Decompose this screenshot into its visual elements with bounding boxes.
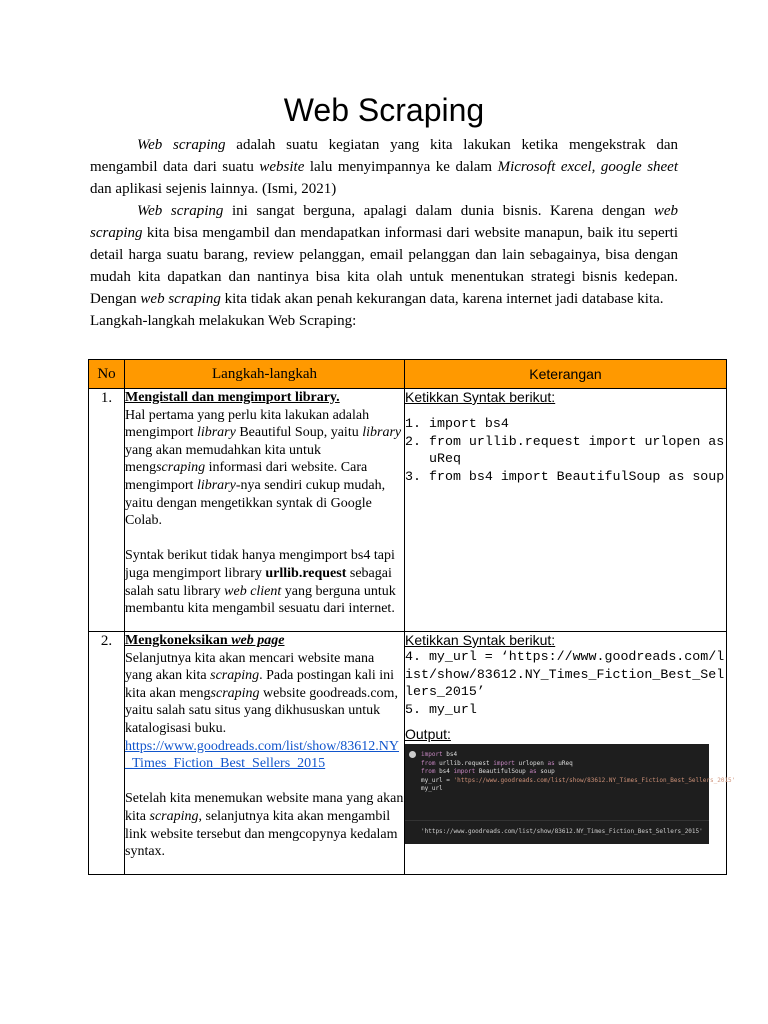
term-web-scraping: Web scraping bbox=[137, 137, 226, 153]
code-token: from bbox=[421, 759, 436, 767]
body-text bbox=[90, 134, 678, 332]
paragraph-steps-intro: Langkah-langkah melakukan Web Scraping: bbox=[90, 313, 357, 329]
table-row bbox=[89, 632, 727, 875]
code-line: 5. my_url bbox=[405, 701, 477, 717]
term-web-scraping: web scraping bbox=[90, 203, 679, 241]
text-span: Setelah kita menemukan website mana yang akan kita bbox=[125, 791, 404, 824]
text-span: -nya sendiri cukup mudah, yaitu dengan mengetikkan syntak di Google Colab. bbox=[125, 477, 386, 529]
row-number: 1. bbox=[89, 389, 125, 632]
code-token: soup bbox=[536, 768, 555, 776]
text-span: web client bbox=[224, 583, 282, 599]
text-span: Hal pertama yang perlu kita lakukan adalah mengimport bbox=[125, 407, 370, 441]
text-span: informasi dari website. Cara mengimport bbox=[125, 460, 368, 493]
text-span: yang berguna untuk membantu kita mengambil sesuatu dari internet. bbox=[125, 583, 396, 617]
text-span: scraping bbox=[149, 808, 199, 824]
code-token: bs4 bbox=[442, 751, 458, 759]
code-token: bs4 bbox=[435, 768, 454, 776]
text-span: scraping bbox=[156, 460, 206, 476]
text-span: library bbox=[362, 425, 402, 441]
code-line: 1. import bs4 bbox=[429, 415, 726, 433]
screenshot-code bbox=[421, 751, 735, 794]
text-span: Selanjutnya kita akan mencari website mana yang akan kita bbox=[125, 650, 375, 684]
text-span: , selanjutnya kita akan mengambil link website tersebut dan mengcopynya kedalam syntax. bbox=[125, 808, 398, 860]
text-span: kita tidak akan penah kekurangan data, karena internet jadi database kita. bbox=[220, 291, 664, 307]
text-span: . Pada postingan kali ini kita akan meng bbox=[125, 668, 395, 701]
code-token: my_url bbox=[421, 785, 443, 793]
code-token: urllib.request bbox=[435, 759, 494, 767]
code-token: import bbox=[453, 768, 476, 776]
code-token: as bbox=[547, 759, 555, 767]
output-label: Output: bbox=[405, 726, 451, 743]
step-heading: Mengistall dan mengimport library. bbox=[125, 390, 340, 405]
code-token: import bbox=[421, 751, 443, 759]
spacer bbox=[125, 530, 404, 548]
code-token: uReq bbox=[554, 759, 573, 767]
text-span: adalah suatu kegiatan yang kita lakukan ketika mengekstrak dan mengambil data dari suatu bbox=[90, 137, 678, 175]
text-span: library bbox=[196, 477, 236, 493]
text-span: kita bisa mengambil dan mendapatkan informasi dari website manapun, baik itu seperti detail harga suatu barang, review pelanggan, email pelanggan dan lain sebagainya, bisa dengan mudah kita dapatkan dan nantinya bisa kita olah untuk menentukan strategi bisnis kedepan. Dengan bbox=[90, 225, 678, 307]
step-description bbox=[125, 389, 405, 632]
step-syntax bbox=[405, 632, 736, 875]
code-token: 'https://www.goodreads.com/list/show/83612.NY_Times_Fiction_Best_Sellers_2015' bbox=[453, 776, 736, 784]
screenshot-output: 'https://www.goodreads.com/list/show/83612.NY_Times_Fiction_Best_Sellers_2015' bbox=[421, 828, 703, 836]
page-title: Web Scraping bbox=[283, 92, 485, 128]
code-token: BeautifulSoup bbox=[475, 768, 530, 776]
goodreads-link-wrap bbox=[125, 738, 404, 773]
step-text bbox=[125, 650, 404, 738]
text-span: scraping bbox=[210, 685, 260, 701]
paragraph-benefits bbox=[90, 200, 678, 310]
code-list bbox=[405, 415, 726, 485]
table-row bbox=[89, 389, 727, 632]
text-span: yang akan memudahkan kita untuk meng bbox=[125, 442, 321, 476]
step-text bbox=[125, 407, 404, 530]
header-description: Keterangan bbox=[405, 360, 727, 389]
code-token: from bbox=[421, 768, 436, 776]
header-steps: Langkah-langkah bbox=[125, 360, 405, 389]
step-heading bbox=[125, 632, 404, 650]
code-token: as bbox=[529, 768, 537, 776]
syntax-label: Ketikkan Syntak berikut: bbox=[405, 389, 556, 405]
spacer bbox=[125, 773, 404, 791]
code-line: 3. from bs4 import BeautifulSoup as soup bbox=[429, 468, 726, 486]
header-no: No bbox=[89, 360, 125, 389]
text-span: Syntak berikut tidak hanya mengimport bs4 tapi juga mengimport library bbox=[125, 548, 395, 581]
code-token: import bbox=[493, 759, 515, 767]
step-description bbox=[125, 632, 405, 875]
run-cell-icon bbox=[409, 751, 416, 758]
text-span: dan aplikasi sejenis lainnya. (Ismi, 2021) bbox=[90, 181, 337, 197]
text-span: urllib.request bbox=[265, 565, 347, 581]
text-span: Beautiful Soup, yaitu bbox=[235, 425, 363, 441]
term-web-scraping: web scraping bbox=[140, 291, 221, 307]
term-web-scraping: Web scraping bbox=[137, 203, 224, 219]
term-excel-sheet: Microsoft excel, google sheet bbox=[497, 159, 679, 175]
step-note bbox=[125, 547, 404, 617]
text-span: sebagai salah satu library bbox=[125, 565, 392, 599]
step-syntax bbox=[405, 389, 727, 632]
term-website: website bbox=[259, 159, 305, 175]
code-line: 4. my_url = ‘https://www.goodreads.com/list/show/83612.NY_Times_Fiction_Best_Sellers_2015’ bbox=[405, 649, 725, 700]
code-line: 2. from urllib.request import urlopen as uReq bbox=[429, 433, 726, 468]
text-span: ini sangat berguna, apalagi dalam dunia bisnis. Karena dengan bbox=[223, 203, 654, 219]
step-note bbox=[125, 790, 404, 860]
code-token: urlopen bbox=[514, 759, 548, 767]
text-span: lalu menyimpannya ke dalam bbox=[304, 159, 498, 175]
text-span: Mengkoneksikan bbox=[125, 633, 232, 648]
output-divider bbox=[405, 820, 709, 821]
table-header-row bbox=[89, 360, 727, 389]
syntax-label: Ketikkan Syntak berikut: bbox=[405, 632, 556, 648]
colab-output-screenshot bbox=[405, 744, 736, 844]
paragraph-intro bbox=[90, 134, 678, 200]
text-span: website goodreads.com, yaitu salah satu situs yang dikhususkan untuk katalogisasi buku. bbox=[125, 685, 398, 736]
row-number: 2. bbox=[89, 632, 125, 875]
text-span: library bbox=[196, 425, 236, 441]
steps-table bbox=[88, 359, 736, 875]
code-token: my_url = bbox=[421, 776, 454, 784]
text-span: scraping bbox=[210, 668, 260, 684]
goodreads-link[interactable]: https://www.goodreads.com/list/show/83612.NY_Times_Fiction_Best_Sellers_2015 bbox=[125, 738, 400, 772]
text-span: web page bbox=[231, 633, 285, 648]
